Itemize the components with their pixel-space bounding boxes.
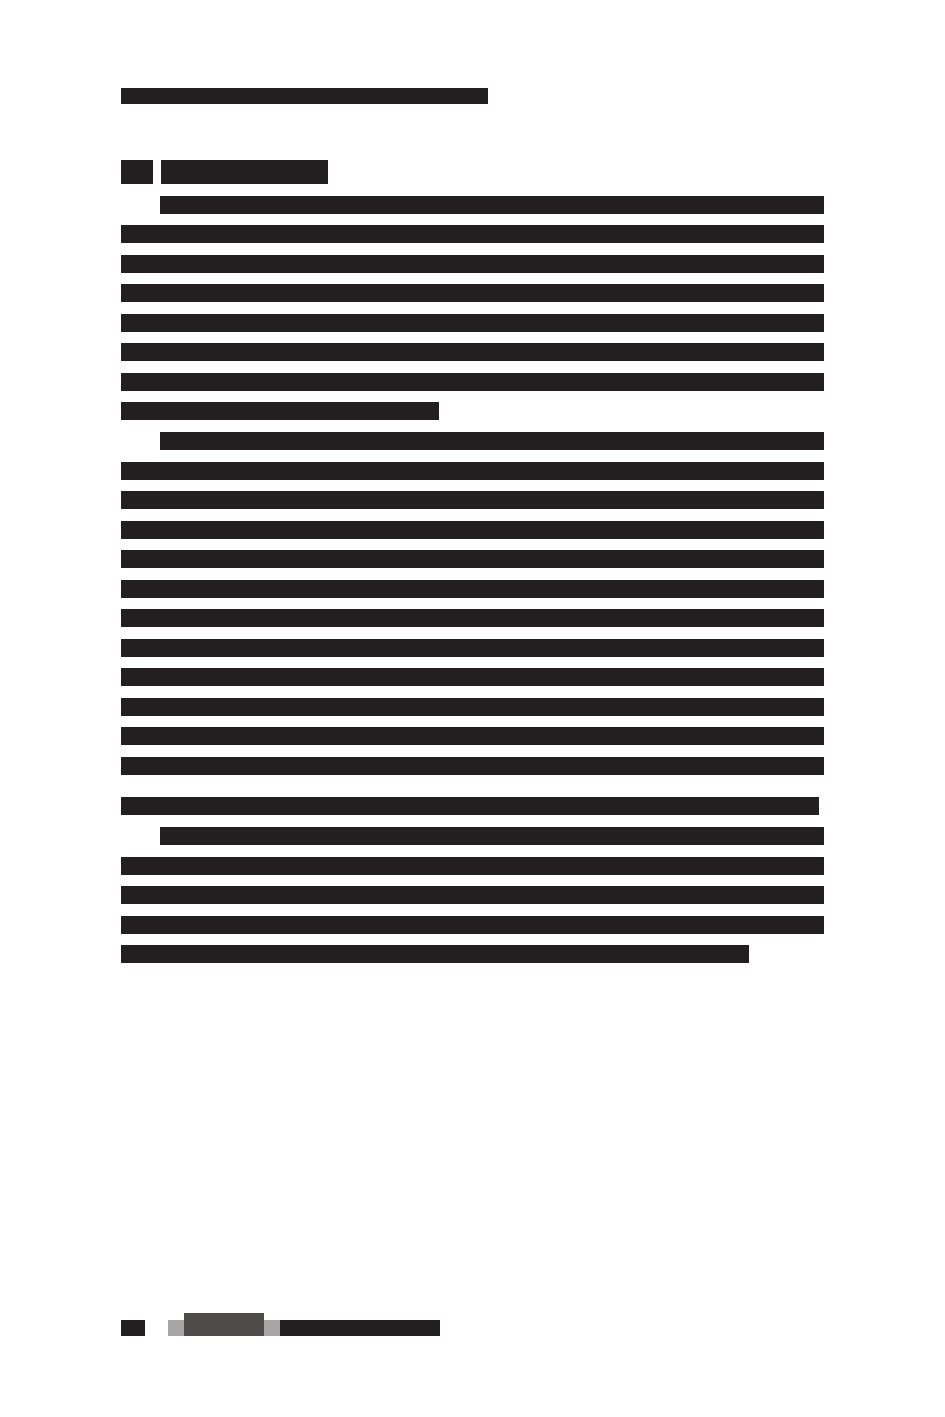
- text-line: [121, 609, 824, 627]
- text-line: [121, 255, 824, 273]
- text-line: [160, 196, 824, 214]
- section-title: [161, 160, 328, 184]
- text-line: [121, 462, 824, 480]
- publication-name: [280, 1320, 440, 1336]
- text-line: [121, 373, 824, 391]
- text-line: [121, 945, 749, 963]
- text-line: [121, 521, 824, 539]
- section-number: [121, 160, 153, 184]
- footer-logo-right: [264, 1320, 280, 1336]
- text-line: [121, 580, 824, 598]
- text-line: [121, 225, 824, 243]
- text-line: [121, 550, 824, 568]
- text-line: [121, 402, 439, 420]
- text-line: [121, 343, 824, 361]
- page-number: [121, 1320, 145, 1336]
- running-header: [121, 88, 488, 104]
- text-line: [121, 698, 824, 716]
- text-line: [121, 857, 824, 875]
- text-line: [121, 797, 819, 815]
- footer-logo: [184, 1313, 264, 1336]
- text-line: [121, 916, 824, 934]
- footer-logo-left: [168, 1320, 184, 1336]
- text-line: [121, 284, 824, 302]
- text-line: [160, 432, 824, 450]
- text-line: [121, 668, 824, 686]
- text-line: [121, 314, 824, 332]
- text-line: [121, 491, 824, 509]
- text-line: [121, 727, 824, 745]
- text-line: [121, 757, 824, 775]
- text-line: [121, 886, 824, 904]
- text-line: [121, 639, 824, 657]
- text-line: [160, 827, 824, 845]
